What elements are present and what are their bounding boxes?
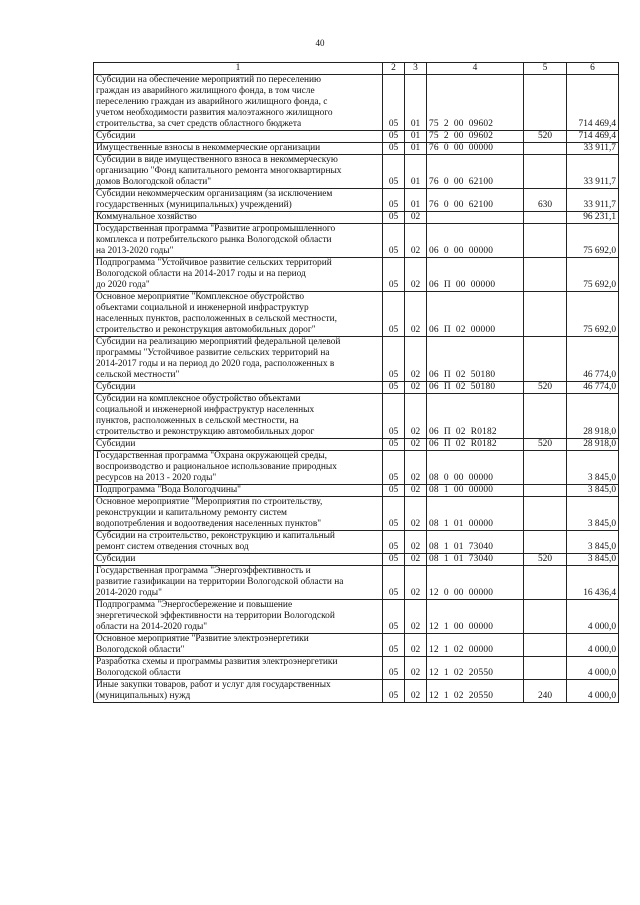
amount: 75 692,0 xyxy=(567,292,619,337)
expense-type-code xyxy=(524,497,567,531)
target-article-code: 08 1 00 00000 xyxy=(427,485,524,497)
amount: 75 692,0 xyxy=(567,258,619,292)
row-name: Субсидии xyxy=(94,382,383,394)
amount: 714 469,4 xyxy=(567,75,619,131)
section-code: 05 xyxy=(383,155,405,189)
section-code: 05 xyxy=(383,600,405,634)
row-name: Основное мероприятие "Развитие электроэнергетики Вологодской области" xyxy=(94,634,383,657)
target-article-code: 75 2 00 09602 xyxy=(427,75,524,131)
row-name: Имущественные взносы в некоммерческие организации xyxy=(94,143,383,155)
table-row xyxy=(94,554,619,566)
row-name: Субсидии в виде имущественного взноса в некоммерческую организацию "Фонд капитального ремонта многоквартирных домов Вологодской области" xyxy=(94,155,383,189)
row-name: Разработка схемы и программы развития электроэнергетики Вологодской области xyxy=(94,657,383,680)
expense-type-code: 520 xyxy=(524,439,567,451)
subsection-code: 02 xyxy=(405,292,427,337)
subsection-code: 01 xyxy=(405,143,427,155)
section-code: 05 xyxy=(383,451,405,485)
expense-type-code xyxy=(524,657,567,680)
table-row xyxy=(94,337,619,382)
budget-table xyxy=(93,62,619,703)
table-row xyxy=(94,497,619,531)
section-code: 05 xyxy=(383,439,405,451)
table-row xyxy=(94,143,619,155)
amount: 33 911,7 xyxy=(567,155,619,189)
header-cell: 6 xyxy=(567,63,619,75)
section-code: 05 xyxy=(383,531,405,554)
row-name: Государственная программа "Охрана окружающей среды, воспроизводство и рациональное использование природных ресурсов на 2013 - 2020 годы" xyxy=(94,451,383,485)
expense-type-code xyxy=(524,155,567,189)
table-row xyxy=(94,531,619,554)
subsection-code: 02 xyxy=(405,634,427,657)
target-article-code: 06 П 02 50180 xyxy=(427,382,524,394)
amount: 4 000,0 xyxy=(567,600,619,634)
row-name: Подпрограмма "Энергосбережение и повышение энергетической эффективности на территории Вологодской области на 2014-2020 годы" xyxy=(94,600,383,634)
section-code: 05 xyxy=(383,131,405,143)
amount: 4 000,0 xyxy=(567,657,619,680)
subsection-code: 01 xyxy=(405,131,427,143)
amount: 46 774,0 xyxy=(567,382,619,394)
target-article-code: 12 1 02 20550 xyxy=(427,657,524,680)
subsection-code: 02 xyxy=(405,600,427,634)
target-article-code: 06 П 00 00000 xyxy=(427,258,524,292)
expense-type-code xyxy=(524,258,567,292)
section-code: 05 xyxy=(383,554,405,566)
subsection-code: 02 xyxy=(405,531,427,554)
table-row xyxy=(94,189,619,212)
table-row xyxy=(94,600,619,634)
expense-type-code: 520 xyxy=(524,554,567,566)
amount: 4 000,0 xyxy=(567,634,619,657)
row-name: Субсидии на строительство, реконструкцию и капитальный ремонт систем отведения сточных вод xyxy=(94,531,383,554)
subsection-code: 02 xyxy=(405,439,427,451)
header-cell: 2 xyxy=(383,63,405,75)
expense-type-code xyxy=(524,566,567,600)
expense-type-code: 630 xyxy=(524,189,567,212)
row-name: Государственная программа "Энергоэффективность и развитие газификации на территории Вологодской области на 2014-2020 годы" xyxy=(94,566,383,600)
target-article-code: 06 П 02 R0182 xyxy=(427,394,524,439)
row-name: Субсидии xyxy=(94,439,383,451)
subsection-code: 02 xyxy=(405,485,427,497)
expense-type-code xyxy=(524,143,567,155)
row-name: Субсидии xyxy=(94,131,383,143)
amount: 46 774,0 xyxy=(567,337,619,382)
header-cell: 3 xyxy=(405,63,427,75)
table-row xyxy=(94,680,619,703)
row-name: Коммунальное хозяйство xyxy=(94,212,383,224)
amount: 96 231,1 xyxy=(567,212,619,224)
subsection-code: 01 xyxy=(405,189,427,212)
expense-type-code xyxy=(524,600,567,634)
target-article-code: 12 1 02 20550 xyxy=(427,680,524,703)
amount: 3 845,0 xyxy=(567,531,619,554)
amount: 28 918,0 xyxy=(567,439,619,451)
subsection-code: 02 xyxy=(405,451,427,485)
section-code: 05 xyxy=(383,212,405,224)
expense-type-code xyxy=(524,292,567,337)
section-code: 05 xyxy=(383,337,405,382)
row-name: Подпрограмма "Вода Вологодчины" xyxy=(94,485,383,497)
table-row xyxy=(94,382,619,394)
table-row xyxy=(94,212,619,224)
target-article-code: 76 0 00 62100 xyxy=(427,189,524,212)
expense-type-code xyxy=(524,337,567,382)
target-article-code: 06 П 02 00000 xyxy=(427,292,524,337)
target-article-code: 12 1 02 00000 xyxy=(427,634,524,657)
target-article-code: 06 0 00 00000 xyxy=(427,224,524,258)
subsection-code: 02 xyxy=(405,224,427,258)
target-article-code: 76 0 00 62100 xyxy=(427,155,524,189)
table-row xyxy=(94,485,619,497)
section-code: 05 xyxy=(383,497,405,531)
section-code: 05 xyxy=(383,224,405,258)
section-code: 05 xyxy=(383,680,405,703)
target-article-code: 76 0 00 00000 xyxy=(427,143,524,155)
subsection-code: 02 xyxy=(405,497,427,531)
table-row xyxy=(94,75,619,131)
subsection-code: 02 xyxy=(405,394,427,439)
subsection-code: 02 xyxy=(405,337,427,382)
amount: 33 911,7 xyxy=(567,143,619,155)
target-article-code: 12 1 00 00000 xyxy=(427,600,524,634)
expense-type-code xyxy=(524,531,567,554)
table-body xyxy=(94,75,619,703)
section-code: 05 xyxy=(383,634,405,657)
target-article-code: 06 П 02 R0182 xyxy=(427,439,524,451)
amount: 75 692,0 xyxy=(567,224,619,258)
table-row xyxy=(94,131,619,143)
expense-type-code: 240 xyxy=(524,680,567,703)
expense-type-code: 520 xyxy=(524,382,567,394)
row-name: Иные закупки товаров, работ и услуг для государственных (муниципальных) нужд xyxy=(94,680,383,703)
subsection-code: 02 xyxy=(405,566,427,600)
amount: 28 918,0 xyxy=(567,394,619,439)
expense-type-code: 520 xyxy=(524,131,567,143)
subsection-code: 02 xyxy=(405,657,427,680)
expense-type-code xyxy=(524,634,567,657)
section-code: 05 xyxy=(383,75,405,131)
subsection-code: 02 xyxy=(405,212,427,224)
target-article-code: 06 П 02 50180 xyxy=(427,337,524,382)
table-row xyxy=(94,292,619,337)
expense-type-code xyxy=(524,212,567,224)
table-row xyxy=(94,394,619,439)
table-row xyxy=(94,258,619,292)
amount: 3 845,0 xyxy=(567,497,619,531)
section-code: 05 xyxy=(383,258,405,292)
table-row xyxy=(94,155,619,189)
row-name: Субсидии на реализацию мероприятий федеральной целевой программы "Устойчивое развитие сельских территорий на 2014-2017 годы и на период до 2020 года, расположенных в сельской местности" xyxy=(94,337,383,382)
target-article-code: 08 1 01 73040 xyxy=(427,554,524,566)
subsection-code: 02 xyxy=(405,680,427,703)
expense-type-code xyxy=(524,394,567,439)
expense-type-code xyxy=(524,75,567,131)
target-article-code: 08 0 00 00000 xyxy=(427,451,524,485)
page-number: 40 xyxy=(315,38,325,48)
target-article-code: 08 1 01 00000 xyxy=(427,497,524,531)
row-name: Основное мероприятие "Мероприятия по строительству, реконструкции и капитальному ремонту систем водопотребления и водоотведения населенных пунктов" xyxy=(94,497,383,531)
table-row xyxy=(94,566,619,600)
row-name: Государственная программа "Развитие агропромышленного комплекса и потребительского рынка Вологодской области на 2013-2020 годы" xyxy=(94,224,383,258)
amount: 3 845,0 xyxy=(567,451,619,485)
header-cell: 1 xyxy=(94,63,383,75)
row-name: Подпрограмма "Устойчивое развитие сельских территорий Вологодской области на 2014-2017 годы и на период до 2020 года" xyxy=(94,258,383,292)
row-name: Субсидии xyxy=(94,554,383,566)
amount: 4 000,0 xyxy=(567,680,619,703)
table-row xyxy=(94,224,619,258)
row-name: Субсидии на комплексное обустройство объектами социальной и инженерной инфраструктур населенных пунктов, расположенных в сельской местности, на строительство и реконструкцию автомобильных дорог xyxy=(94,394,383,439)
table-row xyxy=(94,451,619,485)
section-code: 05 xyxy=(383,143,405,155)
section-code: 05 xyxy=(383,189,405,212)
row-name: Субсидии некоммерческим организациям (за исключением государственных (муниципальных) учреждений) xyxy=(94,189,383,212)
amount: 3 845,0 xyxy=(567,485,619,497)
subsection-code: 02 xyxy=(405,554,427,566)
section-code: 05 xyxy=(383,382,405,394)
table-row xyxy=(94,634,619,657)
header-cell: 5 xyxy=(524,63,567,75)
amount: 3 845,0 xyxy=(567,554,619,566)
section-code: 05 xyxy=(383,566,405,600)
section-code: 05 xyxy=(383,485,405,497)
expense-type-code xyxy=(524,224,567,258)
row-name: Основное мероприятие "Комплексное обустройство объектами социальной и инженерной инфраструктур населенных пунктов, расположенных в сельской местности, строительство и реконструкция автомобильных дорог" xyxy=(94,292,383,337)
target-article-code: 08 1 01 73040 xyxy=(427,531,524,554)
subsection-code: 01 xyxy=(405,155,427,189)
expense-type-code xyxy=(524,451,567,485)
row-name: Субсидии на обеспечение мероприятий по переселению граждан из аварийного жилищного фонда, в том числе переселению граждан из аварийного жилищного фонда, с учетом необходимости развития малоэтажного жилищного строительства, за счет средств областного бюджета xyxy=(94,75,383,131)
amount: 714 469,4 xyxy=(567,131,619,143)
table-row xyxy=(94,657,619,680)
target-article-code: 12 0 00 00000 xyxy=(427,566,524,600)
target-article-code: 75 2 00 09602 xyxy=(427,131,524,143)
subsection-code: 02 xyxy=(405,258,427,292)
amount: 16 436,4 xyxy=(567,566,619,600)
section-code: 05 xyxy=(383,657,405,680)
subsection-code: 01 xyxy=(405,75,427,131)
subsection-code: 02 xyxy=(405,382,427,394)
table-row xyxy=(94,439,619,451)
amount: 33 911,7 xyxy=(567,189,619,212)
header-cell: 4 xyxy=(427,63,524,75)
expense-type-code xyxy=(524,485,567,497)
target-article-code xyxy=(427,212,524,224)
table-header-row xyxy=(94,63,619,75)
section-code: 05 xyxy=(383,394,405,439)
section-code: 05 xyxy=(383,292,405,337)
